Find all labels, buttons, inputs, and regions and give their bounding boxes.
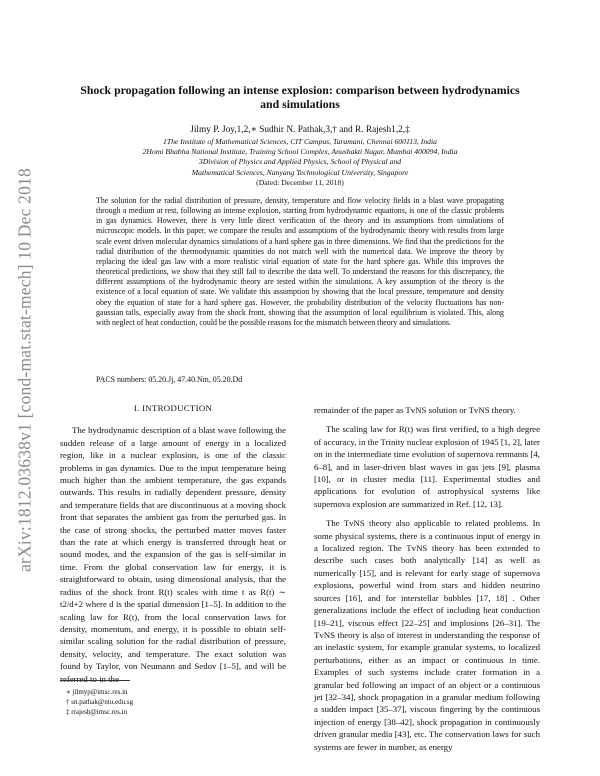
footnote-email-1[interactable]: ∗ jilmyp@imsc.res.in: [66, 688, 128, 696]
intro-paragraph-2: The scaling law for R(t) was first verified, to a high degree of accuracy, in the Trinity nuclear explosion of 1945 [1, 2], later on in the intermediate time evolution of supernova remnants [4, 6–8], and in laser-driven blast waves in gas jets [9], plasma [10], or in cluster media [11]. Experimental studies and applications for evolution of astrophysical systems like supernova explosion are summarized in Ref. [12, 13].: [314, 424, 540, 509]
intro-paragraph-3: The TvNS theory also applicable to related problems. In some physical systems, there is a continuous input of energy in a localized region. The TvNS theory has been extended to describe such cases both analytically [14] as well as numerically [15], and is relevant for early stage of supernova explosions, powerful wind from stars and hidden neutrino sources [16], and for interstellar bubbles [17, 18] . Other generalizations include the effect of including heat conduction [19–21], viscous effect [22–25] and implosions [26–31]. The TvNS theory is also of interest in understanding the response of an inelastic system, for example granular systems, to localized perturbations, either as an impact or continuous in time. Examples of such systems include crater formation in a granular bed following an impact of an object or a continuous jet [32–34], shock propagation in a granular medium following a sudden impact [35–37], viscous fingering by the continuous injection of energy [38–42], shock propagation in continuously driven granular media [43], etc. The conservation laws for such systems are fewer in number, as energy: [314, 518, 540, 752]
footnote-rule: [60, 680, 130, 681]
footnotes: [60, 680, 286, 717]
footnote-email-2[interactable]: † sn.pathak@ntu.edu.sg: [66, 698, 134, 706]
date-line: (Dated: December 11, 2018): [256, 177, 344, 187]
intro-paragraph-1: The hydrodynamic description of a blast wave following the sudden release of a large amount of energy in a localized region, like in a nuclear explosion, is one of the classic problems in gas dynamics. Due to the input temperature being much higher than the ambient temperature, the gas expands outwards. This results in radially dependent pressure, density and temperature fields that are discontinuous at a moving shock front that separates the ambient gas from the perturbed gas. In the case of strong shocks, the perturbed matter moves faster than the rate at which energy is transferred through heat or sound modes, and the expansion of the gas is self-similar in time. From the global conservation law for energy, it is straightforward to obtain, using dimensional analysis, that the radius of the shock front R(t) scales with time t as R(t) ∼ t2/d+2 where d is the spatial dimension [1–5]. In addition to the scaling law for R(t), from the local conservation laws for density, momentum, and energy, it is possible to obtain self-similar scaling solution for the radial distribution of pressure, density, velocity, and temperature. The exact solution was found by Taylor, von Neumann and Sedov [1–5], and will be referred to in the: [60, 425, 286, 684]
pacs-numbers: PACS numbers: 05.20.Jj, 47.40.Nm, 05.20.Dd: [96, 375, 243, 384]
paper-page: [60, 0, 540, 776]
right-column: [314, 404, 540, 760]
affiliations: [60, 137, 540, 188]
affiliation-3a: 3Division of Physics and Applied Physics, School of Physical and: [198, 157, 402, 167]
affiliation-3b: Mathematical Sciences, Nanyang Technological University, Singapore: [191, 167, 409, 177]
section-heading: I. INTRODUCTION: [133, 403, 213, 413]
abstract: The solution for the radial distribution of pressure, density, temperature and flow velocity fields in a blast wave propagating through a medium at rest, following an intense explosion, starting from hydrodynamic equations, is one of the classic problems in gas dynamics. However, there is very little direct verification of the theory and its assumptions from simulations of microscopic models. In this paper, we compare the results and assumptions of the hydrodynamic theory with results from large scale event driven molecular dynamics simulations of a hard sphere gas in three dimensions. We find that the predictions for the radial distribution of the thermodynamic quantities do not match well with the numerical data. We improve the theory by replacing the ideal gas law with a more realistic virial equation of state for the hard sphere gas. While this improves the theoretical predictions, we show that they still fail to describe the data well. To understand the reasons for this discrepancy, the different assumptions of the hydrodynamic theory are tested within the simulations. A key assumption of the theory is the existence of a local equation of state. We validate this assumption by showing that the local pressure, temperature and density obey the equation of state for a hard sphere gas. However, the probability distribution of the velocity fluctuations has non-gaussian tails, especially away from the shock front, showing that the assumption of local equilibrium is violated. This, along with neglect of heat conduction, could be the possible reasons for the mismatch between theory and simulations.: [96, 196, 504, 327]
paper-title: Shock propagation following an intense explosion: comparison between hydrodynamics and simulations: [80, 83, 520, 111]
arxiv-identifier: arXiv:1812.03638v1 [cond-mat.stat-mech] 10 Dec 2018: [14, 168, 35, 572]
intro-paragraph-continued: remainder of the paper as TvNS solution or TvNS theory.: [314, 405, 516, 415]
arxiv-sidebar-stamp: [10, 150, 40, 590]
left-column: [60, 402, 286, 692]
affiliation-1: 1The Institute of Mathematical Sciences, CIT Campus, Taramani, Chennai 600113, India: [162, 137, 438, 146]
affiliation-2: 2Homi Bhabha National Institute, Training School Complex, Anushakti Nagar, Mumbai 400094, India: [142, 147, 458, 157]
footnote-email-3[interactable]: ‡ rrajesh@imsc.res.in: [66, 708, 128, 716]
author-list: Jilmy P. Joy,1,2,∗ Sudhir N. Pathak,3,† and R. Rajesh1,2,‡: [190, 125, 410, 135]
